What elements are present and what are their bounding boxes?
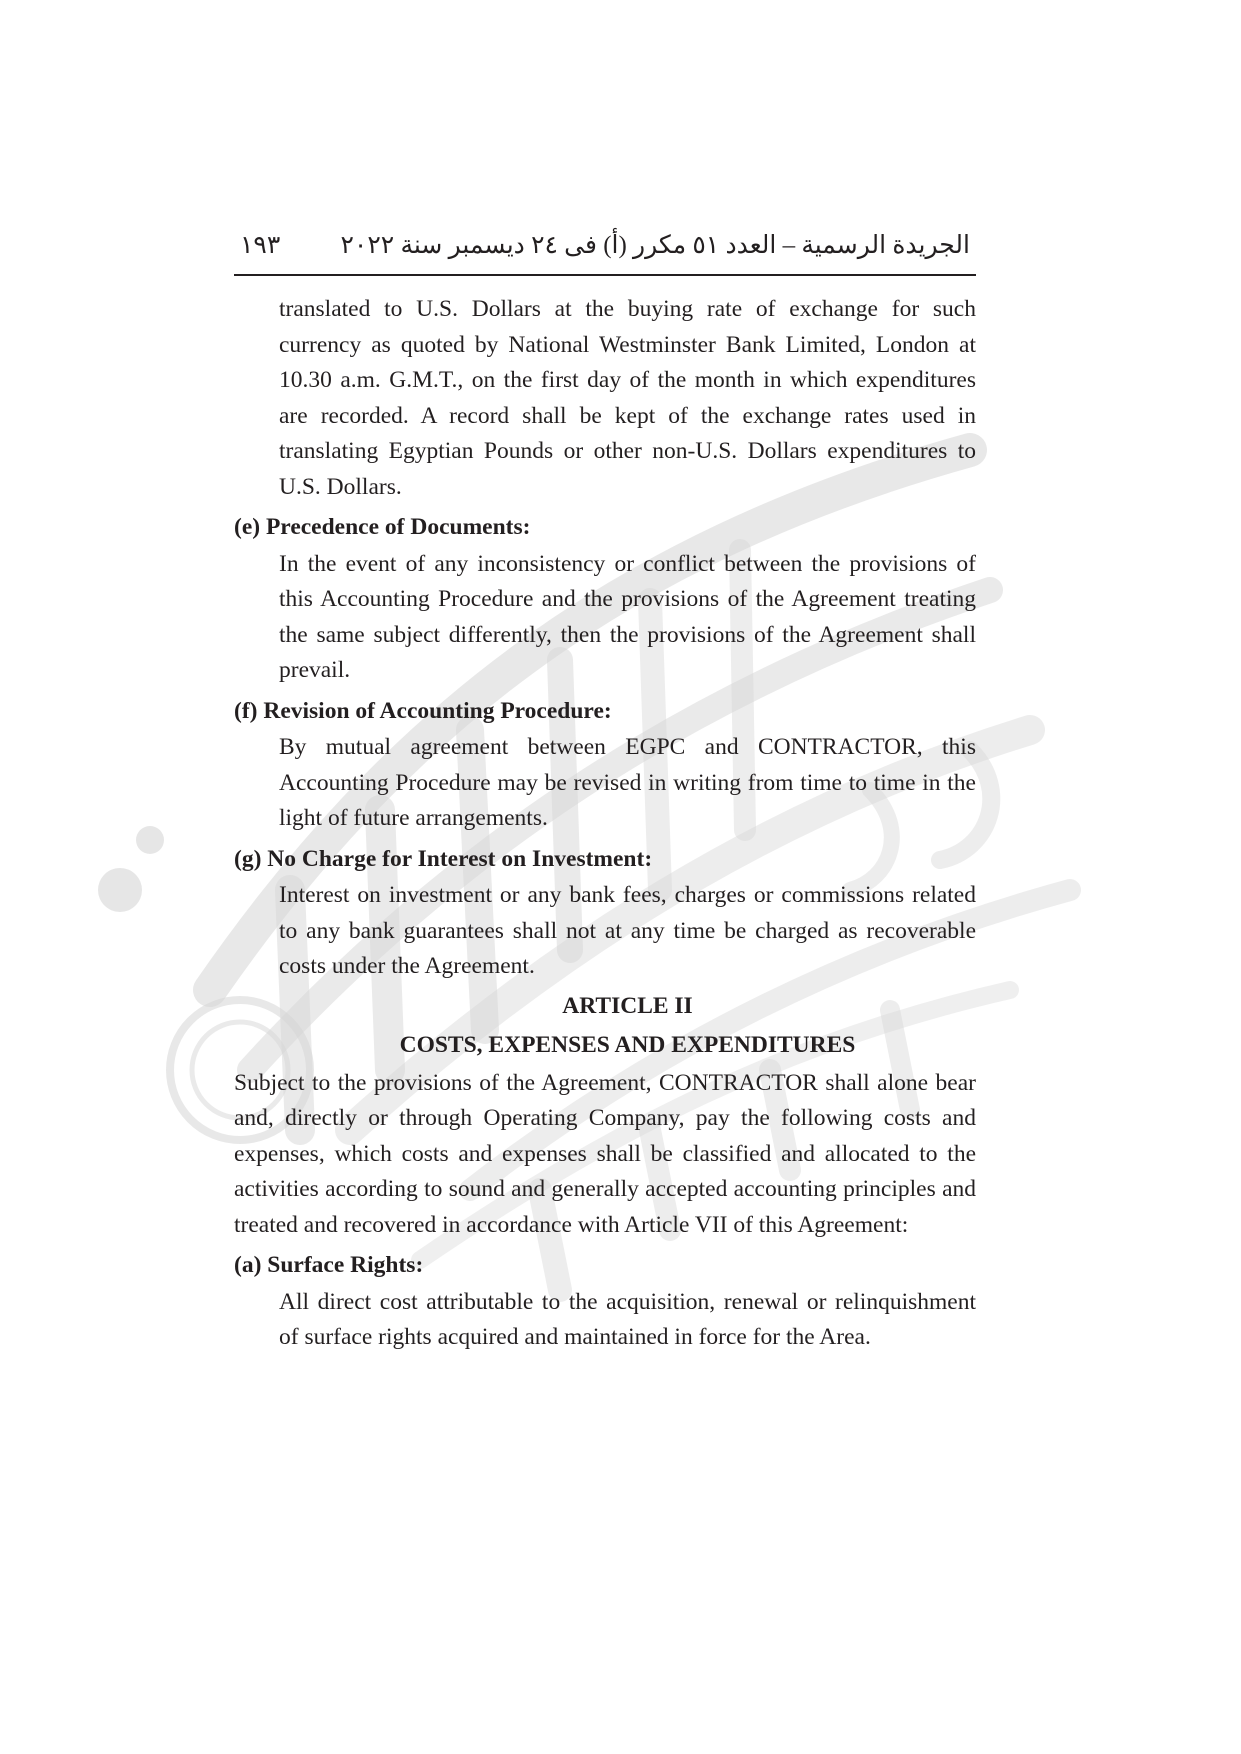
page-number: ١٩٣ <box>240 232 281 259</box>
article-intro-paragraph: Subject to the provisions of the Agreement, CONTRACTOR shall alone bear and, directly or through Operating Company, pay the following costs and expenses, which costs and expenses shall be classified and allocated to the activities according to sound and generally accepted accounting principles and treated and recovered in accordance with Article VII of this Agreement: <box>234 1069 976 1238</box>
section-heading: (a) Surface Rights: <box>234 1252 424 1278</box>
section-heading: (f) Revision of Accounting Procedure: <box>234 697 612 724</box>
section-paragraph: In the event of any inconsistency or conflict between the provisions of this Accounting Procedure and the provisions of the Agreement treating the same subject differently, then the provisions of the Agreement shall prevail. <box>279 550 976 683</box>
section-heading: (e) Precedence of Documents: <box>234 514 531 540</box>
section-e <box>234 510 976 689</box>
section-paragraph: By mutual agreement between EGPC and CONTRACTOR, this Accounting Procedure may be revised in writing from time to time in the light of future arrangements. <box>279 734 976 831</box>
section-heading: (g) No Charge for Interest on Investment: <box>234 845 653 872</box>
document-body <box>234 292 976 1356</box>
section-paragraph: Interest on investment or any bank fees, charges or commissions related to any bank guarantees shall not at any time be charged as recoverable costs under the Agreement. <box>279 882 976 979</box>
gazette-title: الجريدة الرسمية – العدد ٥١ مكرر (أ) فى ٢٤ ديسمبر سنة ٢٠٢٢ <box>340 232 970 259</box>
page-header <box>234 226 976 276</box>
section-g <box>234 842 976 985</box>
article-subtitle: COSTS, EXPENSES AND EXPENDITURES <box>399 1032 856 1058</box>
article-section-a <box>234 1248 976 1356</box>
continuation-paragraph: translated to U.S. Dollars at the buying rate of exchange for such currency as quoted by National Westminster Bank Limited, London at 10.30 a.m. G.M.T., on the first day of the month in which expenditures are recorded. A record shall be kept of the exchange rates used in translating Egyptian Pounds or other non-U.S. Dollars expenditures to U.S. Dollars. <box>279 296 976 500</box>
article-title: ARTICLE II <box>562 992 693 1019</box>
section-paragraph: All direct cost attributable to the acquisition, renewal or relinquishment of surface rights acquired and maintained in force for the Area. <box>279 1288 976 1350</box>
section-f <box>234 694 976 837</box>
